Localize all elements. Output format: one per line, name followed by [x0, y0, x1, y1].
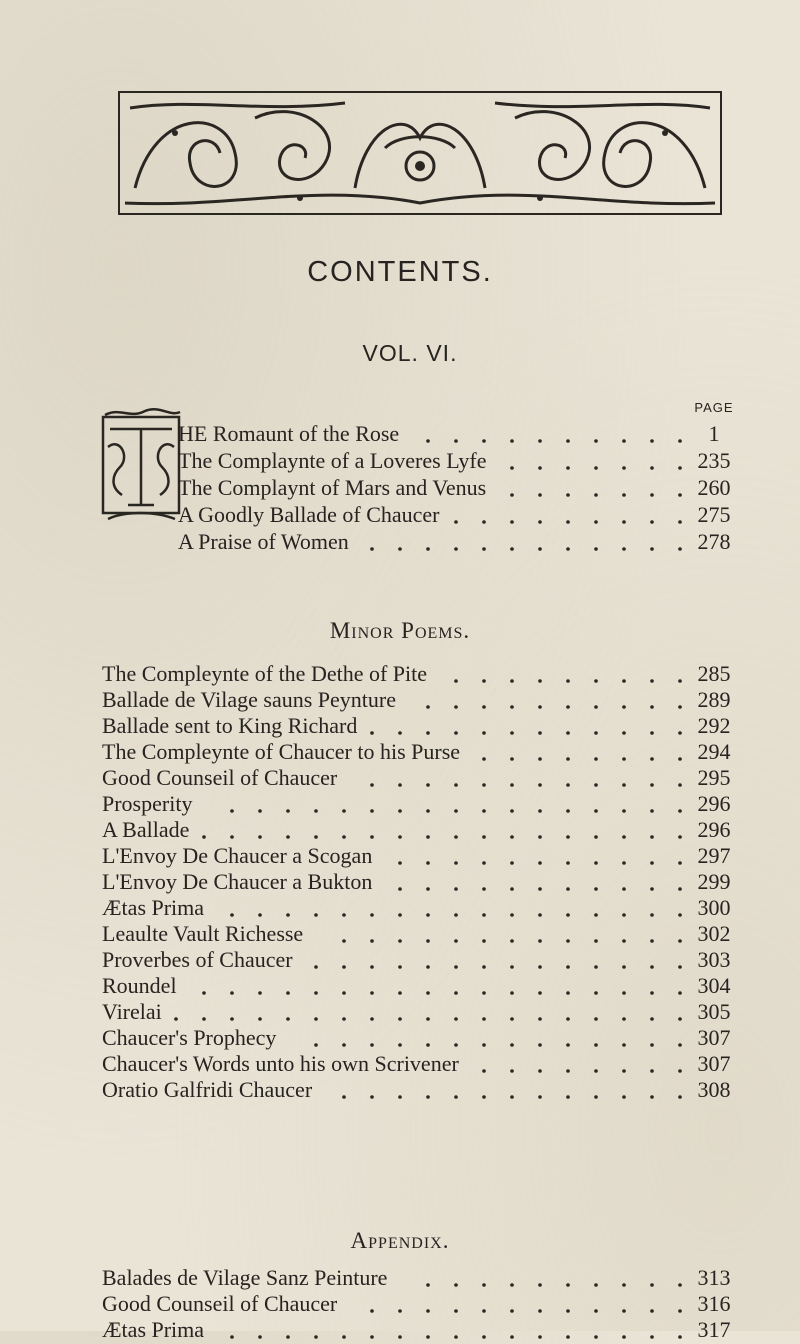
toc-entry	[102, 868, 744, 896]
dot-leader	[102, 764, 684, 792]
toc-entry-title: A Ballade	[102, 817, 190, 842]
toc-entry-page: 285	[697, 661, 731, 686]
toc-entry	[102, 1050, 744, 1078]
dot-leader	[102, 1316, 684, 1344]
dot-leader	[102, 686, 684, 714]
toc-entry-title: Oratio Galfridi Chaucer	[102, 1077, 313, 1102]
toc-entry	[178, 501, 744, 529]
toc-entry-page: 278	[697, 529, 731, 554]
toc-entry-page: 289	[697, 687, 731, 712]
toc-entry-title: The Complaynte of a Loveres Lyfe	[178, 448, 487, 473]
dot-leader	[102, 842, 684, 870]
dot-leader	[102, 790, 684, 818]
toc-entry-title: The Compleynte of Chaucer to his Purse	[102, 739, 461, 764]
toc-entry-title: L'Envoy De Chaucer a Scogan	[102, 843, 373, 868]
toc-entry	[178, 447, 744, 475]
toc-entry-page: 292	[697, 713, 731, 738]
dot-leader	[102, 1050, 684, 1078]
dot-leader	[178, 528, 684, 556]
dot-leader	[102, 998, 684, 1026]
toc-entry	[102, 1264, 744, 1292]
toc-entry	[102, 1076, 744, 1104]
page-title: CONTENTS.	[307, 256, 493, 288]
ornamental-initial-icon	[100, 407, 182, 522]
toc-entry-title: Ætas Prima	[102, 895, 205, 920]
toc-entry	[178, 528, 744, 556]
toc-entry	[102, 842, 744, 870]
dot-leader	[102, 712, 684, 740]
toc-entry-page: 299	[697, 869, 731, 894]
dot-leader	[102, 1076, 684, 1104]
toc-entry-title: Ballade sent to King Richard	[102, 713, 358, 738]
toc-entry	[102, 738, 744, 766]
toc-entry-title: Ballade de Vilage sauns Peynture	[102, 687, 396, 712]
toc-entry-page: 307	[697, 1025, 731, 1050]
dot-leader	[102, 972, 684, 1000]
toc-entry-page: 317	[697, 1317, 731, 1342]
toc-entry-page: 304	[697, 973, 731, 998]
toc-entry	[102, 972, 744, 1000]
toc-entry-page: 297	[697, 843, 731, 868]
toc-entry-page: 300	[697, 895, 731, 920]
toc-entry-title: The Compleynte of the Dethe of Pite	[102, 661, 428, 686]
toc-entry-title: Ætas Prima	[102, 1317, 205, 1342]
dot-leader	[178, 447, 684, 475]
toc-entry-title: Prosperity	[102, 791, 193, 816]
toc-entry	[178, 474, 744, 502]
toc-entry-title: Chaucer's Words unto his own Scrivener	[102, 1051, 459, 1076]
toc-entry-title: Leaulte Vault Richesse	[102, 921, 304, 946]
toc-entry	[102, 1290, 744, 1318]
toc-entry-page: 313	[697, 1265, 731, 1290]
toc-entry-title: Chaucer's Prophecy	[102, 1025, 277, 1050]
toc-entry-title: Good Counseil of Chaucer	[102, 765, 338, 790]
toc-entry-page: 296	[697, 817, 731, 842]
toc-entry-title: A Goodly Ballade of Chaucer	[178, 502, 440, 527]
toc-entry-title: HE Romaunt of the Rose	[178, 421, 400, 446]
toc-entry	[102, 894, 744, 922]
dot-leader	[102, 1024, 684, 1052]
toc-entry	[102, 790, 744, 818]
dot-leader	[102, 868, 684, 896]
dot-leader	[102, 946, 684, 974]
toc-entry-title: Proverbes of Chaucer	[102, 947, 293, 972]
toc-entry	[102, 686, 744, 714]
toc-entry-page: 1	[708, 421, 720, 446]
dot-leader	[178, 501, 684, 529]
ornamental-headpiece-icon	[115, 88, 725, 218]
dot-leader	[102, 738, 684, 766]
toc-entry	[102, 816, 744, 844]
dot-leader	[178, 474, 684, 502]
toc-entry	[102, 1024, 744, 1052]
toc-entry	[102, 1316, 744, 1344]
toc-entry-page: 260	[697, 475, 731, 500]
page-column-label: PAGE	[694, 400, 734, 415]
toc-entry	[102, 998, 744, 1026]
toc-entry-page: 303	[697, 947, 731, 972]
toc-entry-page: 235	[697, 448, 731, 473]
dot-leader	[102, 894, 684, 922]
toc-entry	[178, 420, 744, 448]
toc-entry	[102, 660, 744, 688]
toc-entry-title: The Complaynt of Mars and Venus	[178, 475, 487, 500]
toc-entry-title: Virelai	[102, 999, 162, 1024]
toc-entry-page: 296	[697, 791, 731, 816]
toc-entry-title: A Praise of Women	[178, 529, 349, 554]
minor-poems-heading: Minor Poems.	[329, 618, 471, 643]
toc-entry-page: 308	[697, 1077, 731, 1102]
toc-entry-page: 275	[697, 502, 731, 527]
volume-label: VOL. VI.	[362, 340, 458, 366]
toc-entry-page: 305	[697, 999, 731, 1024]
appendix-heading: Appendix.	[350, 1228, 450, 1253]
toc-entry-page: 295	[697, 765, 731, 790]
dot-leader	[102, 816, 684, 844]
dot-leader	[178, 420, 684, 448]
dot-leader	[102, 920, 684, 948]
toc-entry	[102, 712, 744, 740]
toc-entry-title: Good Counseil of Chaucer	[102, 1291, 338, 1316]
toc-entry-page: 307	[697, 1051, 731, 1076]
toc-entry-page: 294	[697, 739, 731, 764]
toc-entry-title: L'Envoy De Chaucer a Bukton	[102, 869, 373, 894]
toc-entry	[102, 764, 744, 792]
toc-entry	[102, 946, 744, 974]
toc-entry-title: Roundel	[102, 973, 177, 998]
dot-leader	[102, 660, 684, 688]
toc-entry-page: 302	[697, 921, 731, 946]
toc-entry-title: Balades de Vilage Sanz Peinture	[102, 1265, 388, 1290]
dot-leader	[102, 1290, 684, 1318]
dot-leader	[102, 1264, 684, 1292]
toc-entry	[102, 920, 744, 948]
toc-entry-page: 316	[697, 1291, 731, 1316]
